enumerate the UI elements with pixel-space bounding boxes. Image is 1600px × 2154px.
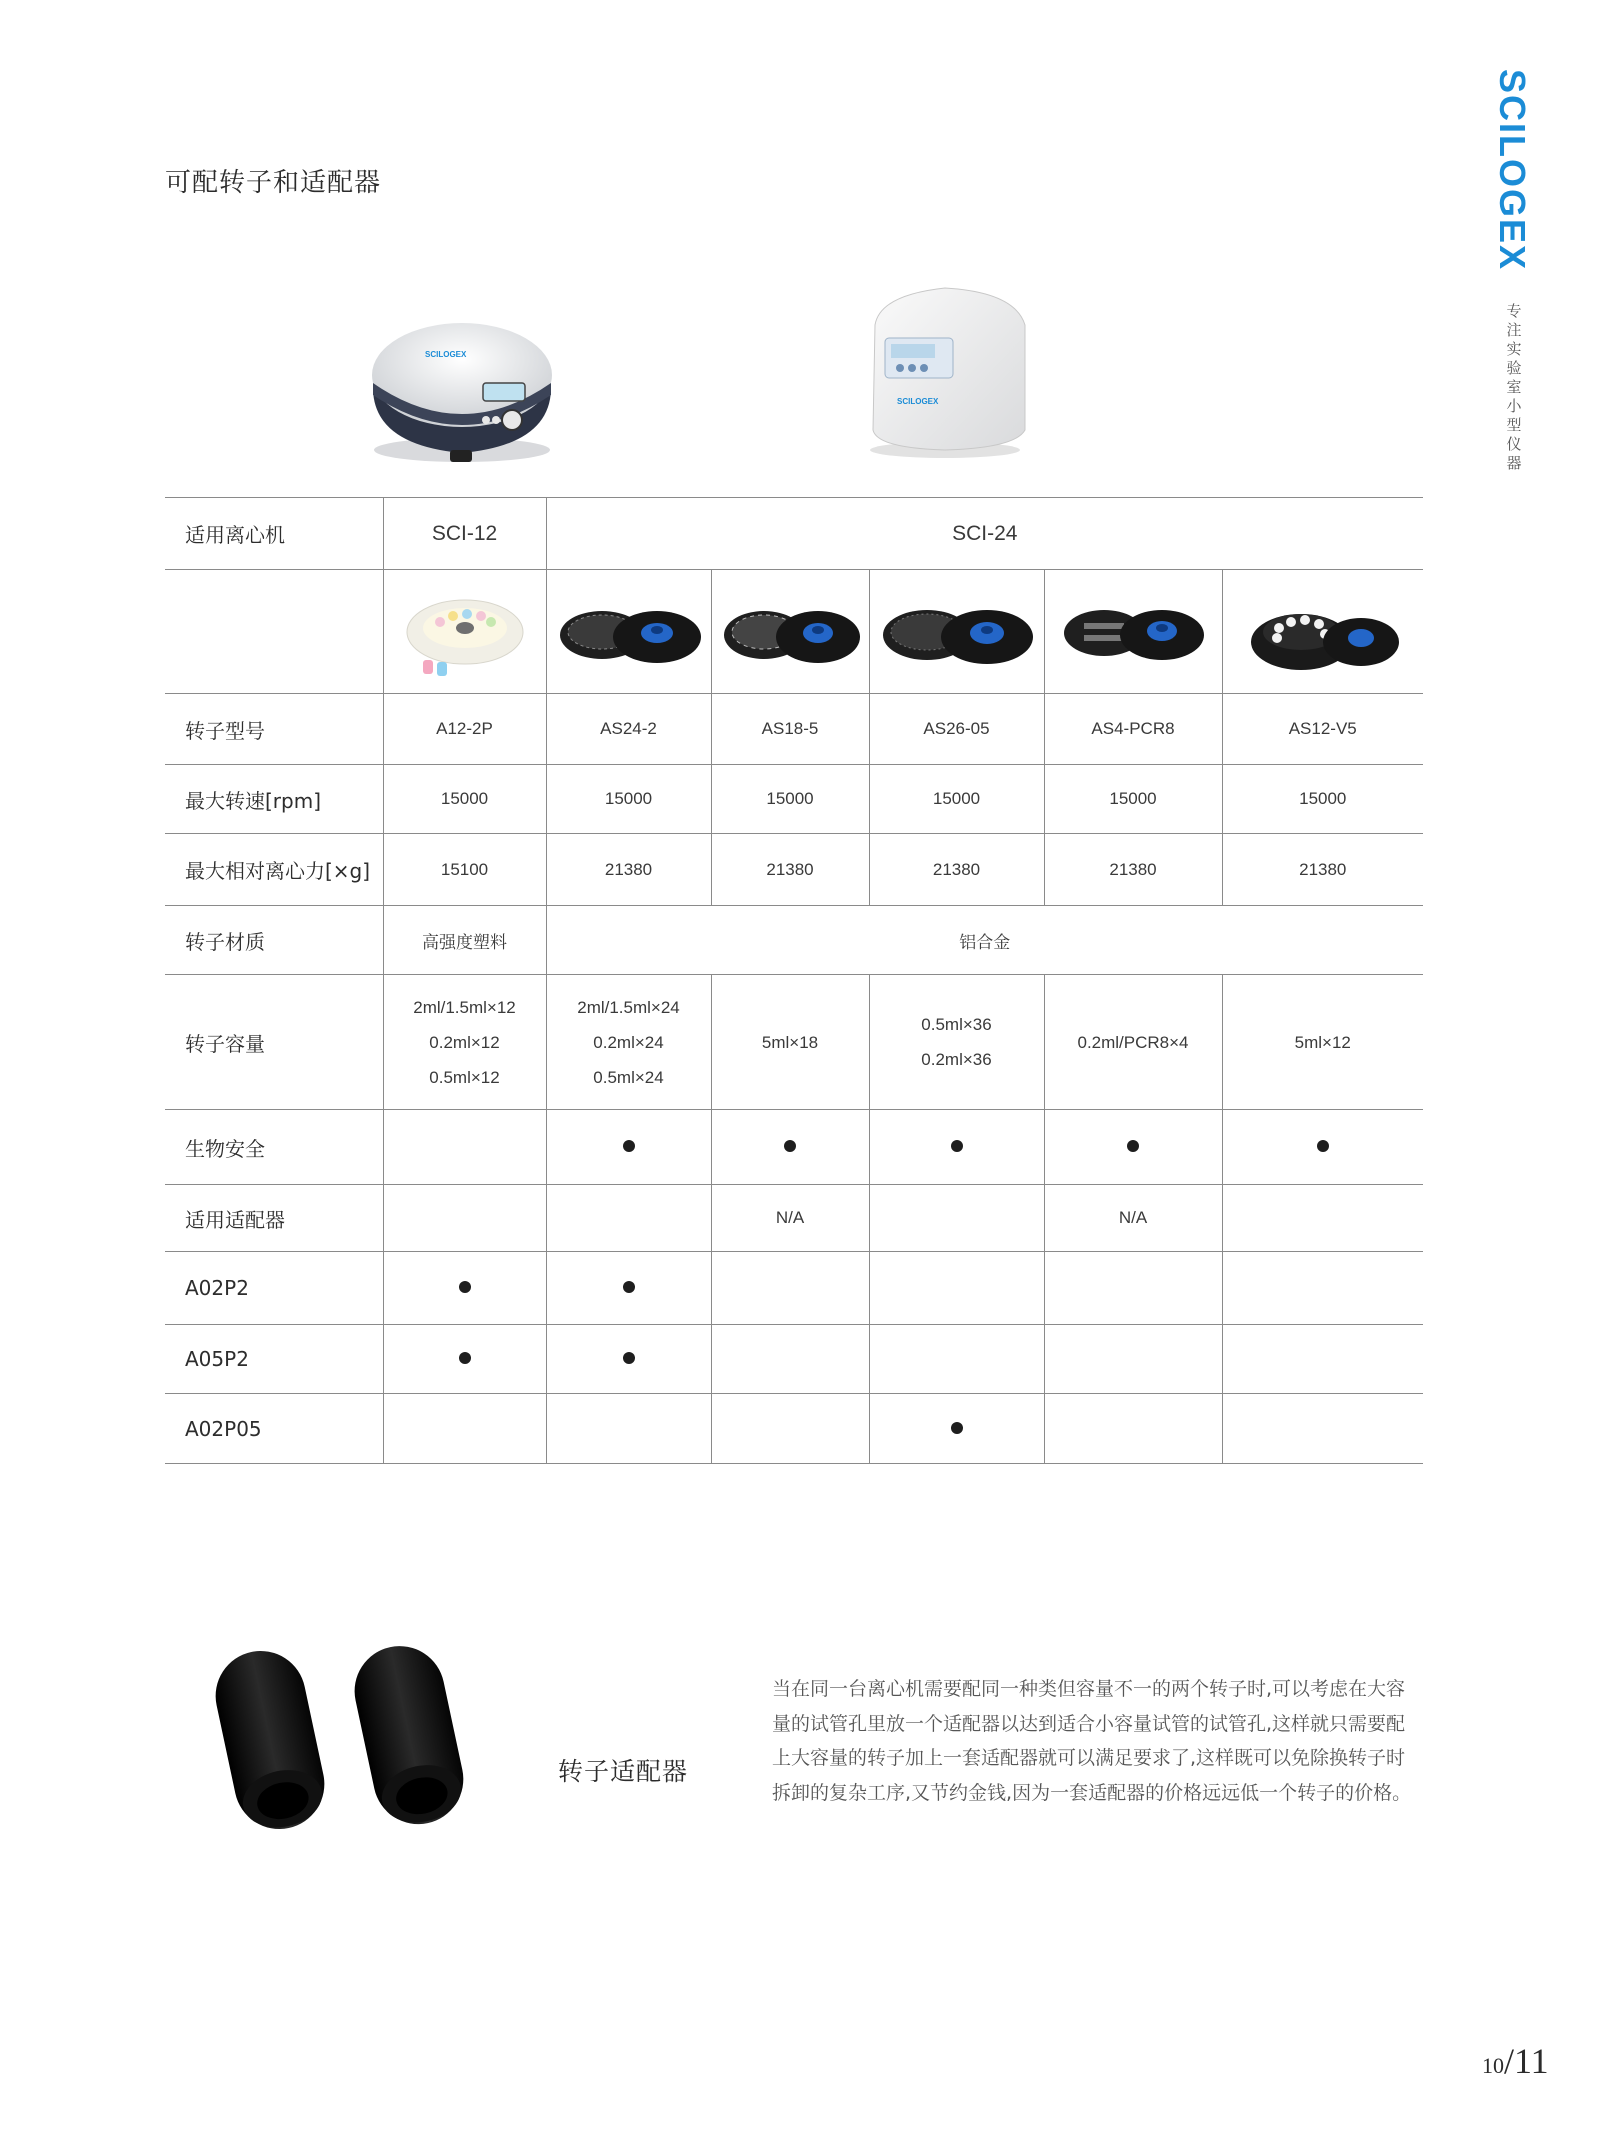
capacity-line: 0.5ml×12 <box>429 1067 500 1087</box>
row-adapter <box>165 1185 1423 1252</box>
row-max-speed <box>165 765 1423 834</box>
capacity-cell <box>1222 975 1423 1110</box>
a02p05-cell <box>546 1394 711 1464</box>
row-a05p2 <box>165 1325 1423 1394</box>
page-number <box>1482 2040 1549 2082</box>
page-number-total: /11 <box>1504 2041 1549 2081</box>
check-dot-icon <box>784 1140 796 1152</box>
a02p2-cell <box>383 1252 546 1325</box>
a02p05-cell <box>1222 1394 1423 1464</box>
row-label-centrifuge: 适用离心机 <box>165 498 383 570</box>
rotor-adapter-description: 当在同一台离心机需要配同一种类但容量不一的两个转子时,可以考虑在大容量的试管孔里放一个适配器以达到适合小容量试管的试管孔,这样就只需要配上大容量的转子加上一套适配器就可以满足要求了,这样既可以免除换转子时拆卸的复杂工序,又节约金钱,因为一套适配器的价格远远低一个转子的价格。 <box>772 1678 1412 1804</box>
model-cell: AS12-V5 <box>1222 694 1423 765</box>
row-label-a02p05: A02P05 <box>165 1394 383 1464</box>
rcf-cell: 15100 <box>383 834 546 906</box>
check-dot-icon <box>623 1140 635 1152</box>
adapter-cell <box>1222 1185 1423 1252</box>
rcf-cell: 21380 <box>711 834 869 906</box>
a05p2-cell <box>1044 1325 1222 1394</box>
row-biosafety <box>165 1110 1423 1185</box>
model-cell: AS4-PCR8 <box>1044 694 1222 765</box>
model-cell: AS24-2 <box>546 694 711 765</box>
centrifuge-sci-24: SCI-24 <box>546 498 1423 570</box>
row-label-max-speed: 最大转速[rpm] <box>165 765 383 834</box>
check-dot-icon <box>951 1140 963 1152</box>
speed-cell: 15000 <box>383 765 546 834</box>
model-cell: AS26-05 <box>869 694 1044 765</box>
rotor-adapter-image <box>180 1630 510 1850</box>
row-label-material: 转子材质 <box>165 906 383 975</box>
biosafety-cell <box>711 1110 869 1185</box>
a02p05-cell <box>1044 1394 1222 1464</box>
rcf-cell: 21380 <box>1222 834 1423 906</box>
row-centrifuge <box>165 498 1423 570</box>
adapter-cell-na: N/A <box>1044 1185 1222 1252</box>
centrifuge-sci-12: SCI-12 <box>383 498 546 570</box>
capacity-line: 0.2ml/PCR8×4 <box>1077 1032 1189 1052</box>
adapter-cell <box>383 1185 546 1252</box>
material-plastic: 高强度塑料 <box>383 906 546 975</box>
capacity-line: 5ml×12 <box>1294 1032 1351 1052</box>
rotor-image-as4-pcr8 <box>1044 570 1222 694</box>
row-rotor-images <box>165 570 1423 694</box>
row-label-biosafety: 生物安全 <box>165 1110 383 1185</box>
a05p2-cell <box>546 1325 711 1394</box>
capacity-line: 0.2ml×24 <box>593 1032 664 1052</box>
rotor-image-a12-2p <box>383 570 546 694</box>
rotor-image-as24-2 <box>546 570 711 694</box>
row-model <box>165 694 1423 765</box>
check-dot-icon <box>951 1422 963 1434</box>
a05p2-cell <box>1222 1325 1423 1394</box>
row-capacity <box>165 975 1423 1110</box>
material-aluminum: 铝合金 <box>546 906 1423 975</box>
check-dot-icon <box>623 1281 635 1293</box>
model-cell: A12-2P <box>383 694 546 765</box>
a02p05-cell <box>869 1394 1044 1464</box>
a05p2-cell <box>869 1325 1044 1394</box>
capacity-line: 2ml/1.5ml×24 <box>577 997 680 1017</box>
adapter-cell <box>546 1185 711 1252</box>
capacity-line: 5ml×18 <box>761 1032 819 1052</box>
speed-cell: 15000 <box>1044 765 1222 834</box>
a02p2-cell <box>711 1252 869 1325</box>
row-label-model: 转子型号 <box>165 694 383 765</box>
row-label-a02p2: A02P2 <box>165 1252 383 1325</box>
a02p2-cell <box>1044 1252 1222 1325</box>
capacity-line: 0.5ml×36 <box>921 1015 992 1034</box>
svg-text:SCILOGEX: SCILOGEX <box>425 350 467 359</box>
capacity-cell <box>711 975 869 1110</box>
a05p2-cell <box>383 1325 546 1394</box>
page-title: 可配转子和适配器 <box>165 168 382 198</box>
brand-logo-text: SCILOGEX <box>1492 68 1533 272</box>
capacity-cell <box>383 975 546 1110</box>
rotor-image-as12-v5 <box>1222 570 1423 694</box>
check-dot-icon <box>623 1352 635 1364</box>
a02p05-cell <box>383 1394 546 1464</box>
capacity-line: 0.5ml×24 <box>593 1067 664 1087</box>
rcf-cell: 21380 <box>546 834 711 906</box>
rotor-image-as18-5 <box>711 570 869 694</box>
brand-logo <box>1490 70 1534 270</box>
check-dot-icon <box>459 1281 471 1293</box>
row-max-rcf <box>165 834 1423 906</box>
a05p2-cell <box>711 1325 869 1394</box>
adapter-cell-na: N/A <box>711 1185 869 1252</box>
biosafety-cell <box>546 1110 711 1185</box>
rotor-adapter-label: 转子适配器 <box>558 1757 689 1786</box>
a02p2-cell <box>869 1252 1044 1325</box>
brand-tagline: 专注实验室小型仪器 <box>1506 302 1522 472</box>
biosafety-cell <box>1044 1110 1222 1185</box>
capacity-cell <box>1044 975 1222 1110</box>
adapter-cell <box>869 1185 1044 1252</box>
check-dot-icon <box>459 1352 471 1364</box>
a02p2-cell <box>1222 1252 1423 1325</box>
capacity-cell <box>546 975 711 1110</box>
page-number-current: 10 <box>1482 2053 1504 2078</box>
row-material <box>165 906 1423 975</box>
check-dot-icon <box>1127 1140 1139 1152</box>
capacity-cell <box>869 975 1044 1110</box>
biosafety-cell <box>383 1110 546 1185</box>
row-label-capacity: 转子容量 <box>165 975 383 1110</box>
capacity-line: 0.2ml×12 <box>429 1032 500 1052</box>
row-a02p05 <box>165 1394 1423 1464</box>
row-label-adapter: 适用适配器 <box>165 1185 383 1252</box>
row-label-a05p2: A05P2 <box>165 1325 383 1394</box>
rotor-spec-table <box>165 497 1423 1464</box>
speed-cell: 15000 <box>546 765 711 834</box>
speed-cell: 15000 <box>1222 765 1423 834</box>
sci-24-centrifuge-image <box>855 280 1035 460</box>
speed-cell: 15000 <box>869 765 1044 834</box>
rcf-cell: 21380 <box>1044 834 1222 906</box>
speed-cell: 15000 <box>711 765 869 834</box>
a02p2-cell <box>546 1252 711 1325</box>
biosafety-cell <box>869 1110 1044 1185</box>
row-a02p2 <box>165 1252 1423 1325</box>
capacity-line: 2ml/1.5ml×12 <box>413 997 516 1017</box>
row-label-empty <box>165 570 383 694</box>
a02p05-cell <box>711 1394 869 1464</box>
rcf-cell: 21380 <box>869 834 1044 906</box>
check-dot-icon <box>1317 1140 1329 1152</box>
sci-12-centrifuge-image <box>365 295 560 470</box>
biosafety-cell <box>1222 1110 1423 1185</box>
capacity-line: 0.2ml×36 <box>921 1050 992 1069</box>
model-cell: AS18-5 <box>711 694 869 765</box>
rotor-image-as26-05 <box>869 570 1044 694</box>
row-label-max-rcf: 最大相对离心力[×g] <box>165 834 383 906</box>
svg-text:SCILOGEX: SCILOGEX <box>897 397 939 406</box>
